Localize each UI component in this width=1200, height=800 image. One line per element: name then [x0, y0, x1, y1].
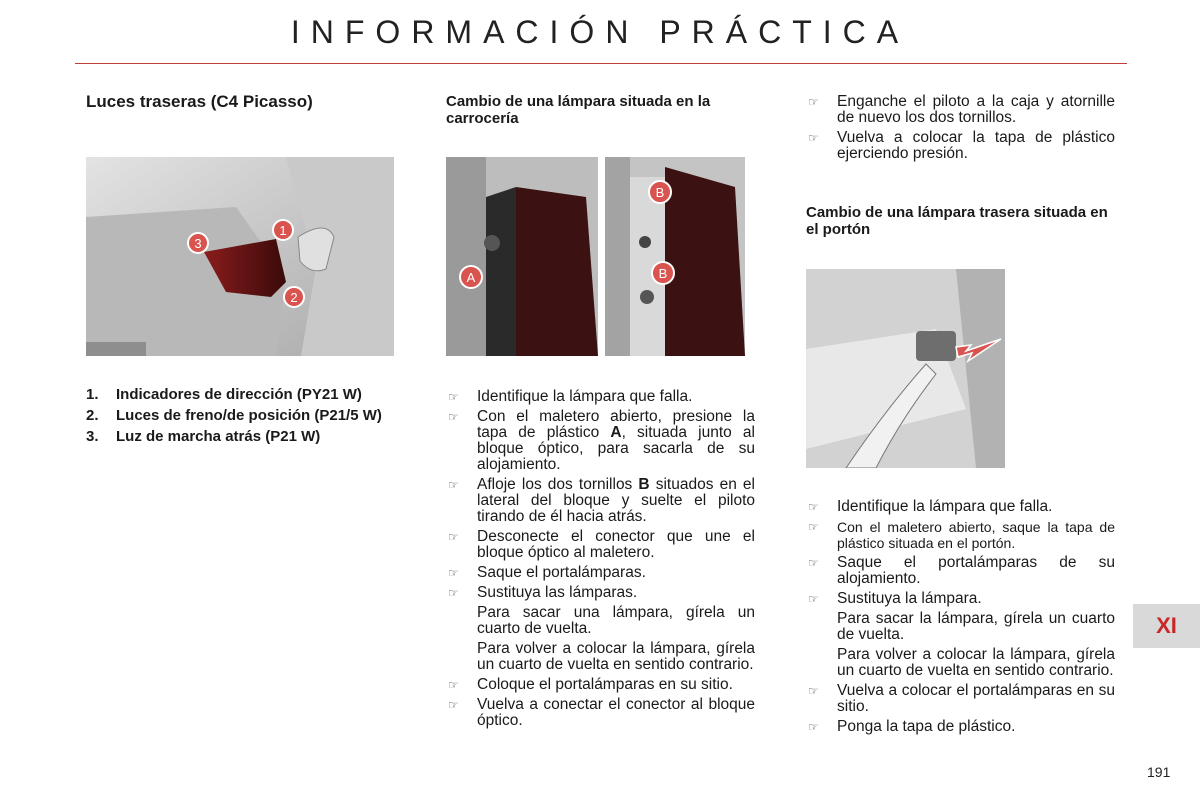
body-lamp-illustration-a	[446, 157, 598, 356]
marker-1	[273, 220, 293, 240]
step-text: Para sacar una lámpara, gírela un cuarto de vuelta.	[477, 604, 755, 637]
pointing-hand-icon: ☞	[808, 520, 819, 534]
step-text: Coloque el portalámparas en su sitio.	[477, 676, 733, 693]
bulb-item	[86, 386, 386, 403]
step-item	[446, 389, 755, 405]
bulb-list	[86, 386, 386, 449]
section-subtitle: Cambio de una lámpara situada en la carrocería	[446, 93, 711, 127]
item-text: Indicadores de dirección (PY21 W)	[116, 386, 362, 403]
section-title: Luces traseras (C4 Picasso)	[86, 92, 313, 111]
step-item	[446, 477, 755, 525]
marker-b-top-label: B	[655, 185, 665, 200]
column-3-top	[806, 94, 1115, 166]
step-continuation	[446, 641, 755, 673]
marker-2-label: 2	[290, 290, 298, 305]
pointing-hand-icon: ☞	[448, 566, 459, 580]
pointing-hand-icon: ☞	[448, 698, 459, 712]
section-subtitle: Cambio de una lámpara trasera situada en el portón	[806, 204, 1108, 238]
item-number: 1.	[86, 386, 99, 403]
column-2	[446, 93, 746, 127]
item-text: Luz de marcha atrás (P21 W)	[116, 428, 321, 445]
pointing-hand-icon: ☞	[448, 678, 459, 692]
step-text: Para volver a colocar la lámpara, gírela un cuarto de vuelta en sentido contrario.	[837, 646, 1115, 679]
page-title: INFORMACIÓN PRÁCTICA	[290, 14, 910, 50]
step-text: Identifique la lámpara que falla.	[477, 388, 693, 405]
step-item	[446, 585, 755, 601]
step-item	[806, 719, 1115, 735]
pointing-hand-icon: ☞	[808, 556, 819, 570]
pointing-hand-icon: ☞	[808, 500, 819, 514]
step-text: Identifique la lámpara que falla.	[837, 498, 1053, 515]
step-item	[806, 555, 1115, 587]
pointing-hand-icon: ☞	[448, 586, 459, 600]
step-continuation	[806, 647, 1115, 679]
pointing-hand-icon: ☞	[448, 530, 459, 544]
step-text: Sustituya las lámparas.	[477, 584, 638, 601]
marker-2	[284, 287, 304, 307]
step-item	[446, 697, 755, 729]
pointing-hand-icon: ☞	[808, 592, 819, 606]
step-text: Para sacar la lámpara, gírela un cuarto de vuelta.	[837, 610, 1115, 643]
bulb-item	[86, 428, 386, 445]
step-text: Ponga la tapa de plástico.	[837, 718, 1016, 735]
step-item	[446, 529, 755, 561]
body-lamp-steps	[446, 389, 755, 733]
page-number: 191	[1147, 764, 1171, 780]
step-item	[446, 409, 755, 473]
body-lamp-image-b	[605, 157, 745, 356]
tailgate-lamp-image	[806, 269, 1005, 468]
marker-a-label: A	[466, 270, 476, 285]
step-continuation	[806, 611, 1115, 643]
pointing-hand-icon: ☞	[808, 131, 819, 145]
pointing-hand-icon: ☞	[808, 720, 819, 734]
bulb-item	[86, 407, 386, 424]
pointing-hand-icon: ☞	[808, 684, 819, 698]
step-item	[806, 130, 1115, 162]
item-number: 2.	[86, 407, 99, 424]
step-item	[806, 499, 1115, 515]
header-divider	[75, 63, 1127, 64]
step-ref-letter: B	[638, 476, 650, 493]
marker-1-label: 1	[279, 223, 287, 238]
marker-b-bottom-label: B	[658, 266, 668, 281]
item-number: 3.	[86, 428, 99, 445]
step-text: Con el maletero abierto, presione la tapa de plástico	[477, 408, 755, 441]
pointing-hand-icon: ☞	[448, 410, 459, 424]
marker-b-bottom	[652, 262, 674, 284]
body-lamp-illustration-b	[605, 157, 745, 356]
column-1	[86, 92, 386, 112]
step-text: , situada junto al bloque óptico, para sacarla de su alojamiento.	[477, 424, 755, 473]
taillight-overview-image	[86, 157, 394, 356]
column-3-subtitle	[806, 204, 1116, 238]
step-text: Sustituya la lámpara.	[837, 590, 982, 607]
tailgate-lamp-steps	[806, 499, 1115, 739]
step-item	[446, 565, 755, 581]
marker-3	[188, 233, 208, 253]
tailgate-lamp-illustration	[806, 269, 1005, 468]
step-text: Desconecte el conector que une el bloque óptico al maletero.	[477, 528, 755, 561]
step-ref-letter: A	[610, 424, 622, 441]
marker-b-top	[649, 181, 671, 203]
taillight-illustration	[86, 157, 394, 356]
step-text: Vuelva a colocar el portalámparas en su sitio.	[837, 682, 1115, 715]
step-item	[806, 683, 1115, 715]
step-text: Afloje los dos tornillos	[477, 476, 639, 493]
step-item	[806, 591, 1115, 607]
step-text: Vuelva a conectar el conector al bloque óptico.	[477, 696, 755, 729]
marker-3-label: 3	[194, 236, 202, 251]
step-text: situados en el lateral del bloque y suelte el piloto tirando de él hacia atrás.	[477, 476, 755, 525]
step-text: Con el maletero abierto, saque la tapa de plástico situada en el portón.	[837, 519, 1115, 551]
step-item	[806, 519, 1115, 551]
step-text: Enganche el piloto a la caja y atornille de nuevo los dos tornillos.	[837, 93, 1115, 126]
pointing-hand-icon: ☞	[448, 478, 459, 492]
pointing-hand-icon: ☞	[448, 390, 459, 404]
marker-a	[460, 266, 482, 288]
pointing-hand-icon: ☞	[808, 95, 819, 109]
chapter-tab[interactable]: XI	[1133, 604, 1200, 648]
step-text: Saque el portalámparas.	[477, 564, 646, 581]
step-item	[446, 677, 755, 693]
step-text: Vuelva a colocar la tapa de plástico ejerciendo presión.	[837, 129, 1115, 162]
item-text: Luces de freno/de posición (P21/5 W)	[116, 407, 382, 424]
step-text: Para volver a colocar la lámpara, gírela un cuarto de vuelta en sentido contrario.	[477, 640, 755, 673]
body-lamp-image-a	[446, 157, 598, 356]
step-item	[806, 94, 1115, 126]
step-continuation	[446, 605, 755, 637]
step-text: Saque el portalámparas de su alojamiento.	[837, 554, 1115, 587]
